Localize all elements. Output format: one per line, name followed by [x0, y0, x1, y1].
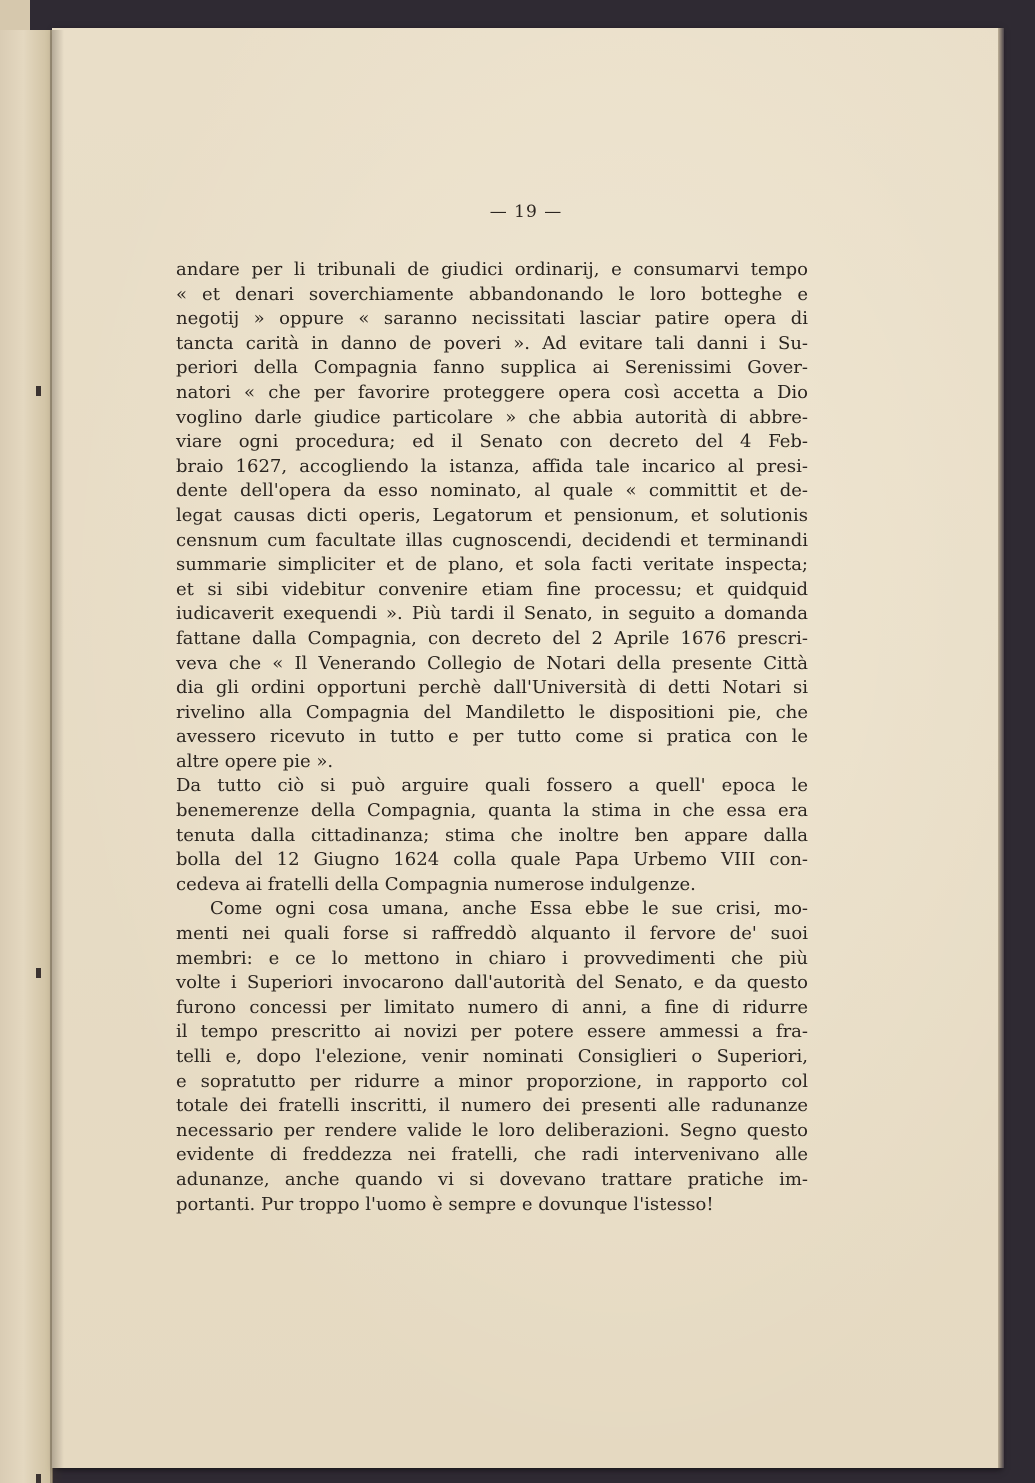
- page: [52, 28, 1000, 1468]
- text-line: membri: e ce lo mettono in chiaro i provvedimenti che più: [176, 947, 808, 969]
- text-line: totale dei fratelli inscritti, il numero dei presenti alle radunanze: [176, 1095, 808, 1117]
- page-number: — 19 —: [489, 202, 563, 222]
- text-line: portanti. Pur troppo l'uomo è sempre e dovunque l'istesso!: [176, 1193, 714, 1215]
- text-line: cedeva ai fratelli della Compagnia numerose indulgenze.: [176, 873, 696, 895]
- text-line: telli e, dopo l'elezione, venir nominati Consiglieri o Superiori,: [176, 1046, 808, 1067]
- text-line: dia gli ordini opportuni perchè dall'Università di detti Notari si: [176, 677, 808, 699]
- text-line: bolla del 12 Giugno 1624 colla quale Papa Urbemo VIII con-: [176, 849, 808, 871]
- text-line: rivelino alla Compagnia del Mandiletto le dispositioni pie, che: [176, 701, 808, 723]
- text-line: evidente di freddezza nei fratelli, che radi intervenivano alle: [176, 1144, 808, 1166]
- text-line: summarie simpliciter et de plano, et sola facti veritate inspecta;: [176, 554, 808, 576]
- text-line: e sopratutto per ridurre a minor proporzione, in rapporto col: [176, 1070, 808, 1092]
- text-line: iudicaverit exequendi ». Più tardi il Senato, in seguito a domanda: [176, 603, 808, 625]
- text-line: negotij » oppure « saranno necissitati lasciar patire opera di: [176, 308, 808, 330]
- text-line: Come ogni cosa umana, anche Essa ebbe le sue crisi, mo-: [210, 898, 808, 920]
- previous-page-edge: [0, 30, 53, 1483]
- margin-mark: [36, 968, 41, 978]
- text-line: viare ogni procedura; ed il Senato con decreto del 4 Feb-: [176, 431, 808, 453]
- text-line: tenuta dalla cittadinanza; stima che inoltre ben appare dalla: [176, 824, 808, 846]
- page-right-edge: [998, 28, 1004, 1468]
- text-line: menti nei quali forse si raffreddò alquanto il fervore de' suoi: [176, 923, 808, 945]
- text-line: benemerenze della Compagnia, quanta la stima in che essa era: [176, 800, 808, 822]
- text-line: fattane dalla Compagnia, con decreto del 2 Aprile 1676 prescri-: [176, 627, 808, 649]
- text-line: avessero ricevuto in tutto e per tutto come si pratica con le: [176, 726, 808, 748]
- body-text: [176, 258, 808, 1217]
- margin-mark: [36, 386, 41, 396]
- text-line: veva che « Il Venerando Collegio de Notari della presente Città: [176, 652, 808, 674]
- text-line: dente dell'opera da esso nominato, al quale « committit et de-: [176, 480, 808, 502]
- text-line: tancta carità in danno de poveri ». Ad evitare tali danni i Su-: [176, 332, 808, 354]
- text-line: braio 1627, accogliendo la istanza, affida tale incarico al presi-: [176, 455, 808, 477]
- text-line: voglino darle giudice particolare » che abbia autorità di abbre-: [176, 406, 808, 428]
- text-line: et si sibi videbitur convenire etiam fine processu; et quidquid: [176, 578, 808, 600]
- text-line: volte i Superiori invocarono dall'autorità del Senato, e da questo: [176, 972, 808, 994]
- text-line: adunanze, anche quando vi si dovevano trattare pratiche im-: [176, 1168, 808, 1190]
- text-line: altre opere pie ».: [176, 750, 334, 772]
- text-line: periori della Compagnia fanno supplica ai Serenissimi Gover-: [176, 357, 808, 379]
- text-line: il tempo prescritto ai novizi per potere essere ammessi a fra-: [176, 1021, 808, 1043]
- text-line: necessario per rendere valide le loro deliberazioni. Segno questo: [176, 1119, 808, 1141]
- text-line: andare per li tribunali de giudici ordinarij, e consumarvi tempo: [176, 259, 808, 280]
- text-line: « et denari soverchiamente abbandonando le loro botteghe e: [176, 283, 808, 305]
- gutter-shadow: [50, 30, 64, 1483]
- margin-mark: [36, 1474, 41, 1483]
- text-line: censnum cum facultate illas cugnoscendi, decidendi et terminandi: [176, 529, 808, 551]
- spine-strip: [0, 0, 30, 32]
- text-line: furono concessi per limitato numero di anni, a fine di ridurre: [176, 996, 808, 1018]
- text-line: Da tutto ciò si può arguire quali fossero a quell' epoca le: [176, 775, 808, 797]
- text-line: legat causas dicti operis, Legatorum et pensionum, et solutionis: [176, 504, 808, 526]
- text-line: natori « che per favorire proteggere opera così accetta a Dio: [176, 381, 808, 403]
